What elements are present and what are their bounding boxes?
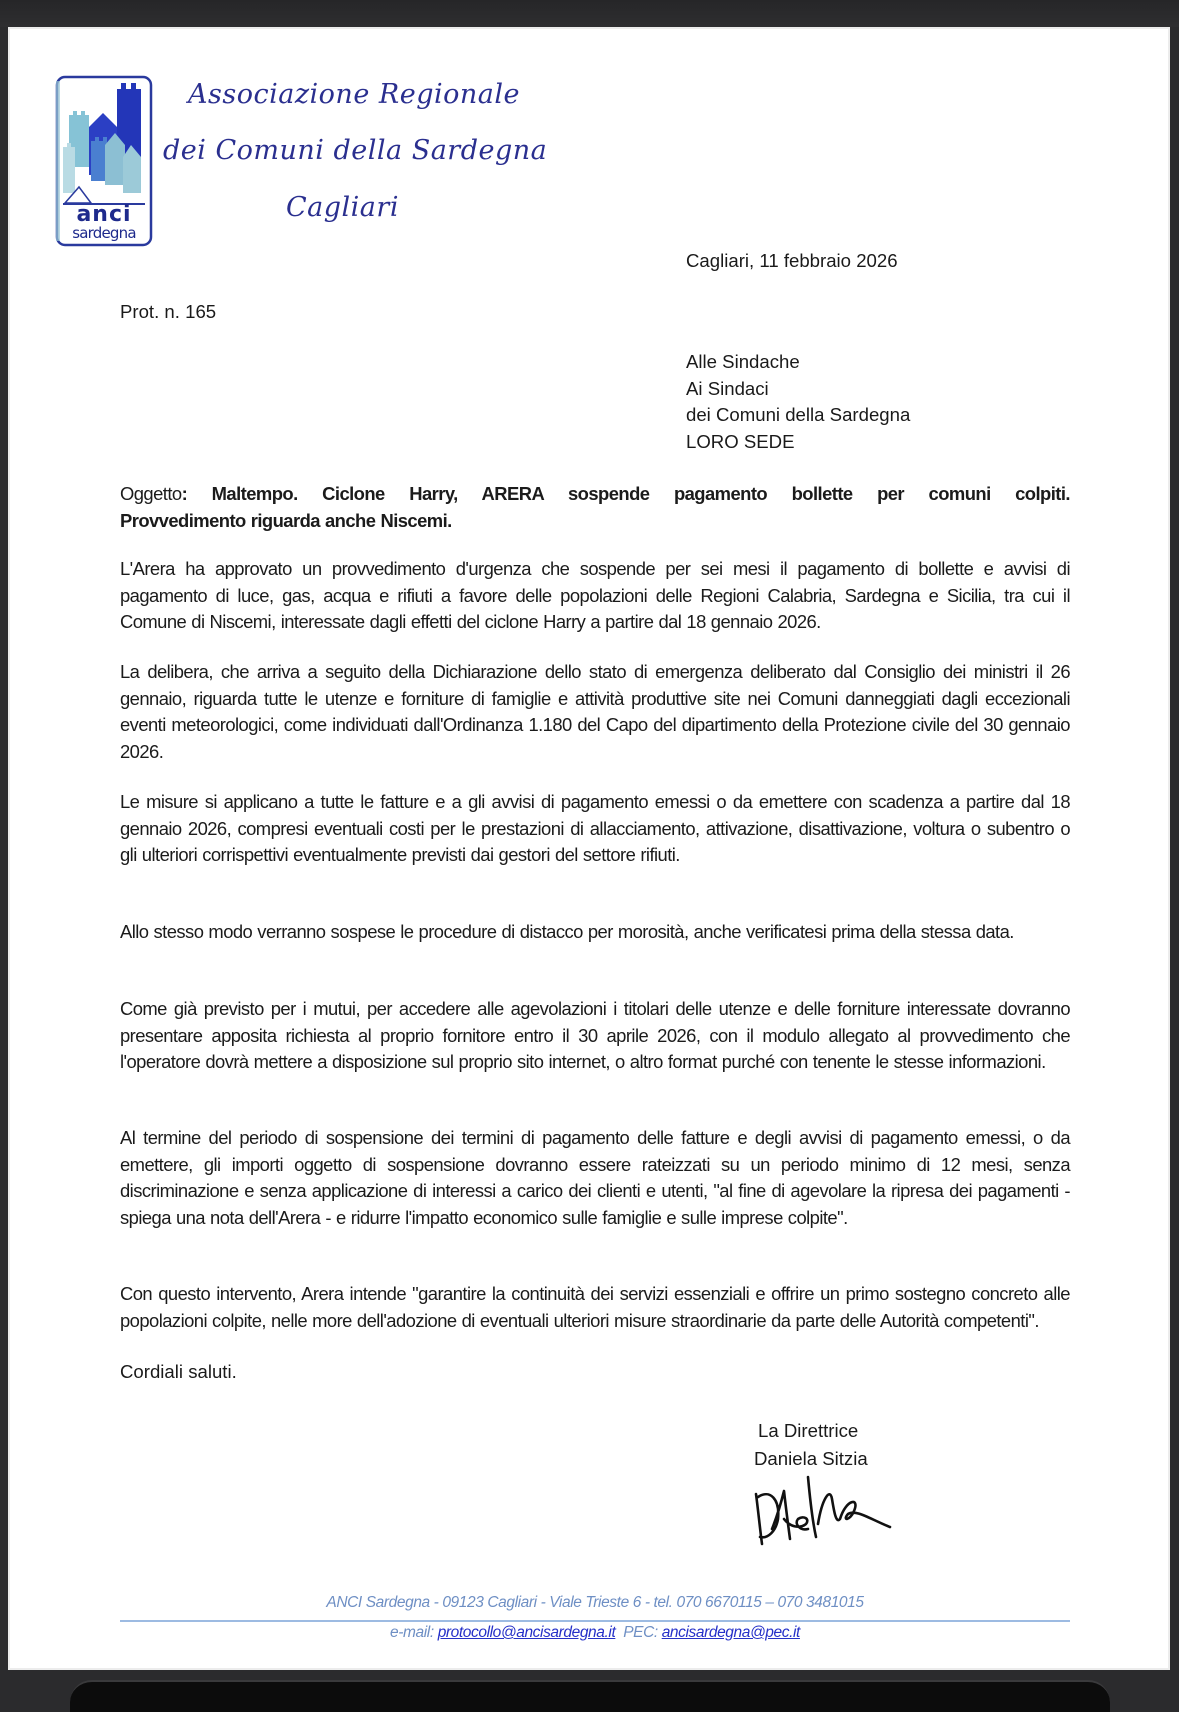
recipient-line: Alle Sindache xyxy=(686,351,800,372)
paragraph-2: La delibera, che arriva a seguito della Dichiarazione dello stato di emergenza deliberato dal Consiglio dei ministri il 26 gennaio, riguarda tutte le utenze e forniture di famiglie e attività produttive site nei Comuni danneggiati dagli eccezionali eventi meteorologici, come individuati dall'Ordinanza 1.180 del Capo del dipartimento della Protezione civile del 30 gennaio 2026. xyxy=(120,661,1070,763)
closing-salutation: Cordiali saluti. xyxy=(120,1361,237,1382)
recipient-line: LORO SEDE xyxy=(686,431,795,453)
recipient-line: Ai Sindaci xyxy=(686,377,769,399)
footer-address: ANCI Sardegna - 09123 Cagliari - Viale Trieste 6 - tel. 070 6670115 – 070 3481015 xyxy=(326,1594,864,1611)
letterhead-line-1: Associazione Regionale xyxy=(188,79,520,110)
paragraph-5: Come già previsto per i mutui, per accedere alle agevolazioni i titolari delle utenze e delle forniture interessate dovranno presentare apposita richiesta al proprio fornitore entro il 30 aprile 2026, con il modulo allegato al provvedimento che l'operatore dovrà mettere a disposizione sul proprio sito internet, o altro format purché con tenente le stesse informazioni. xyxy=(120,998,1070,1073)
signature-name: Daniela Sitzia xyxy=(754,1448,868,1469)
paragraph-7: Con questo intervento, Arera intende "garantire la continuità dei servizi essenziali e offrire un primo sostegno concreto alle popolazioni colpite, nelle more dell'adozione di eventuali ulteriori misure straordinarie da parte delle Autorità competenti". xyxy=(120,1283,1070,1331)
logo-text-anci: anci xyxy=(76,202,132,227)
footer-divider xyxy=(120,1620,1070,1622)
date-line: Cagliari, 11 febbraio 2026 xyxy=(686,250,898,271)
paragraph-3: Le misure si applicano a tutte le fatture e a gli avvisi di pagamento emessi o da emettere con scadenza a partire dal 18 gennaio 2026, compresi eventuali costi per le prestazioni di allacciamento, attivazione, disattivazione, voltura o subentro o gli ulteriori corrispettivi eventualmente previsti dai gestori del settore rifiuti. xyxy=(120,791,1070,866)
subject-block xyxy=(120,481,1070,534)
viewer-top-bar xyxy=(0,0,1179,27)
recipients-block xyxy=(686,349,910,456)
signature-title: La Direttrice xyxy=(758,1420,859,1441)
protocol-number: Prot. n. 165 xyxy=(120,301,217,322)
footer-pec-label: PEC: xyxy=(623,1624,658,1641)
document-page xyxy=(8,27,1170,1670)
footer-contacts xyxy=(120,1624,1070,1642)
subject-line-1: : Maltempo. Ciclone Harry, ARERA sospende pagamento bollette per comuni colpiti. xyxy=(181,483,1070,504)
anci-sardegna-logo xyxy=(55,75,153,247)
subject-line-2: Provvedimento riguarda anche Niscemi. xyxy=(120,509,452,531)
handwritten-signature xyxy=(750,1469,900,1549)
footer-email-label: e-mail: xyxy=(390,1624,434,1641)
footer-pec-link[interactable]: ancisardegna@pec.it xyxy=(661,1624,800,1641)
paragraph-4: Allo stesso modo verranno sospese le procedure di distacco per morosità, anche verificatesi prima della stessa data. xyxy=(120,921,1014,942)
footer-email-link[interactable]: protocollo@ancisardegna.it xyxy=(437,1624,616,1641)
paragraph-6: Al termine del periodo di sospensione dei termini di pagamento delle fatture e degli avvisi di pagamento emessi, o da emettere, gli importi oggetto di sospensione dovranno essere rateizzati su un periodo minimo di 12 mesi, senza discriminazione e senza applicazione di interessi a carico dei clienti e utenti, "al fine di agevolare la ripresa dei pagamenti - spiega una nota dell'Arera - e ridurre l'impatto economico sulle famiglie e sulle imprese colpite". xyxy=(120,1127,1070,1229)
letterhead-line-2: dei Comuni della Sardegna xyxy=(163,135,548,166)
letterhead-line-3: Cagliari xyxy=(286,192,399,223)
logo-text-sardegna: sardegna xyxy=(72,224,136,242)
paragraph-1: L'Arera ha approvato un provvedimento d'urgenza che sospende per sei mesi il pagamento di bollette e avvisi di pagamento di luce, gas, acqua e rifiuti a favore delle popolazioni delle Regioni Calabria, Sardegna e Sicilia, tra cui il Comune di Niscemi, interessate dagli effetti del ciclone Harry a partire dal 18 gennaio 2026. xyxy=(120,558,1070,633)
subject-label: Oggetto xyxy=(120,483,182,504)
recipient-line: dei Comuni della Sardegna xyxy=(686,404,911,426)
viewer-bottom-toolbar xyxy=(70,1680,1110,1712)
